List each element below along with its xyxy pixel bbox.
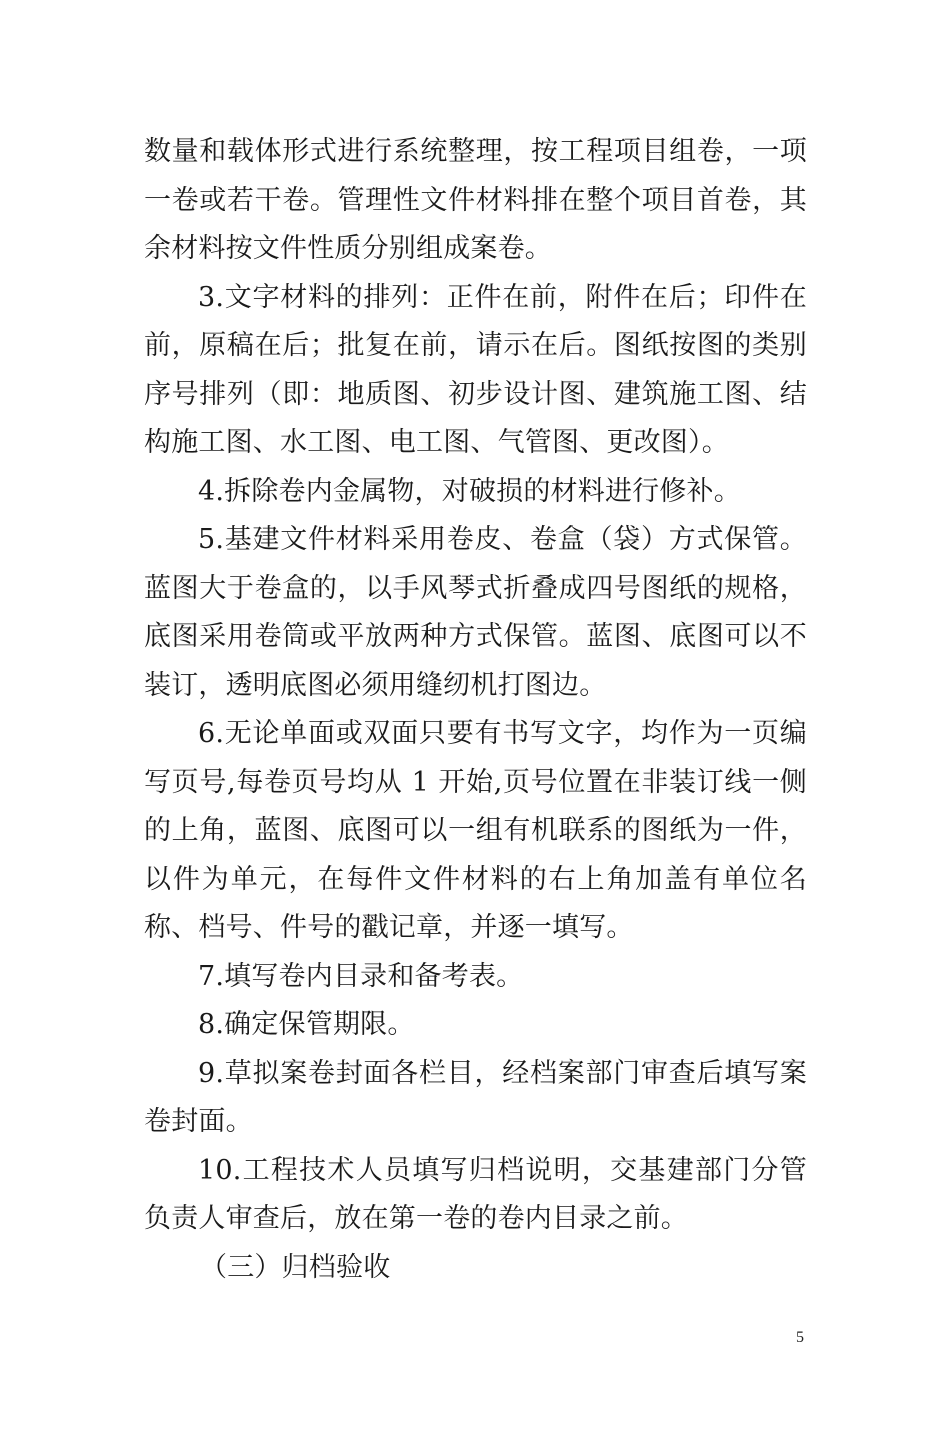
paragraph-item-10: 10.工程技术人员填写归档说明，交基建部门分管负责人审查后，放在第一卷的卷内目录之前。: [144, 1154, 807, 1234]
paragraph-item-6: 6.无论单面或双面只要有书写文字，均作为一页编写页号,每卷页号均从 1 开始,页号位置在非装订线一侧的上角，蓝图、底图可以一组有机联系的图纸为一件，以件为单元，在每件文件材料的右上角加盖有单位名称、档号、件号的戳记章，并逐一填写。: [144, 718, 807, 943]
paragraph-item-4: 4.拆除卷内金属物，对破损的材料进行修补。: [198, 475, 741, 507]
paragraph-item-5: 5.基建文件材料采用卷皮、卷盒（袋）方式保管。蓝图大于卷盒的，以手风琴式折叠成四号图纸的规格，底图采用卷筒或平放两种方式保管。蓝图、底图可以不装订，透明底图必须用缝纫机打图边。: [144, 524, 807, 701]
paragraph-item-8: 8.确定保管期限。: [198, 1009, 415, 1040]
page-number: 5: [796, 1329, 804, 1346]
paragraph-continuation: 数量和载体形式进行系统整理，按工程项目组卷，一项一卷或若干卷。管理性文件材料排在整个项目首卷，其余材料按文件性质分别组成案卷。: [144, 136, 807, 264]
section-heading: （三）归档验收: [200, 1251, 391, 1283]
paragraph-item-7: 7.填写卷内目录和备考表。: [198, 960, 524, 992]
body-text: [144, 128, 807, 1292]
paragraph-item-3: 3.文字材料的排列：正件在前，附件在后；印件在前，原稿在后；批复在前，请示在后。图纸按图的类别序号排列（即：地质图、初步设计图、建筑施工图、结构施工图、水工图、电工图、气管图、更改图）。: [144, 281, 807, 458]
paragraph-item-9: 9.草拟案卷封面各栏目，经档案部门审查后填写案卷封面。: [144, 1057, 807, 1137]
